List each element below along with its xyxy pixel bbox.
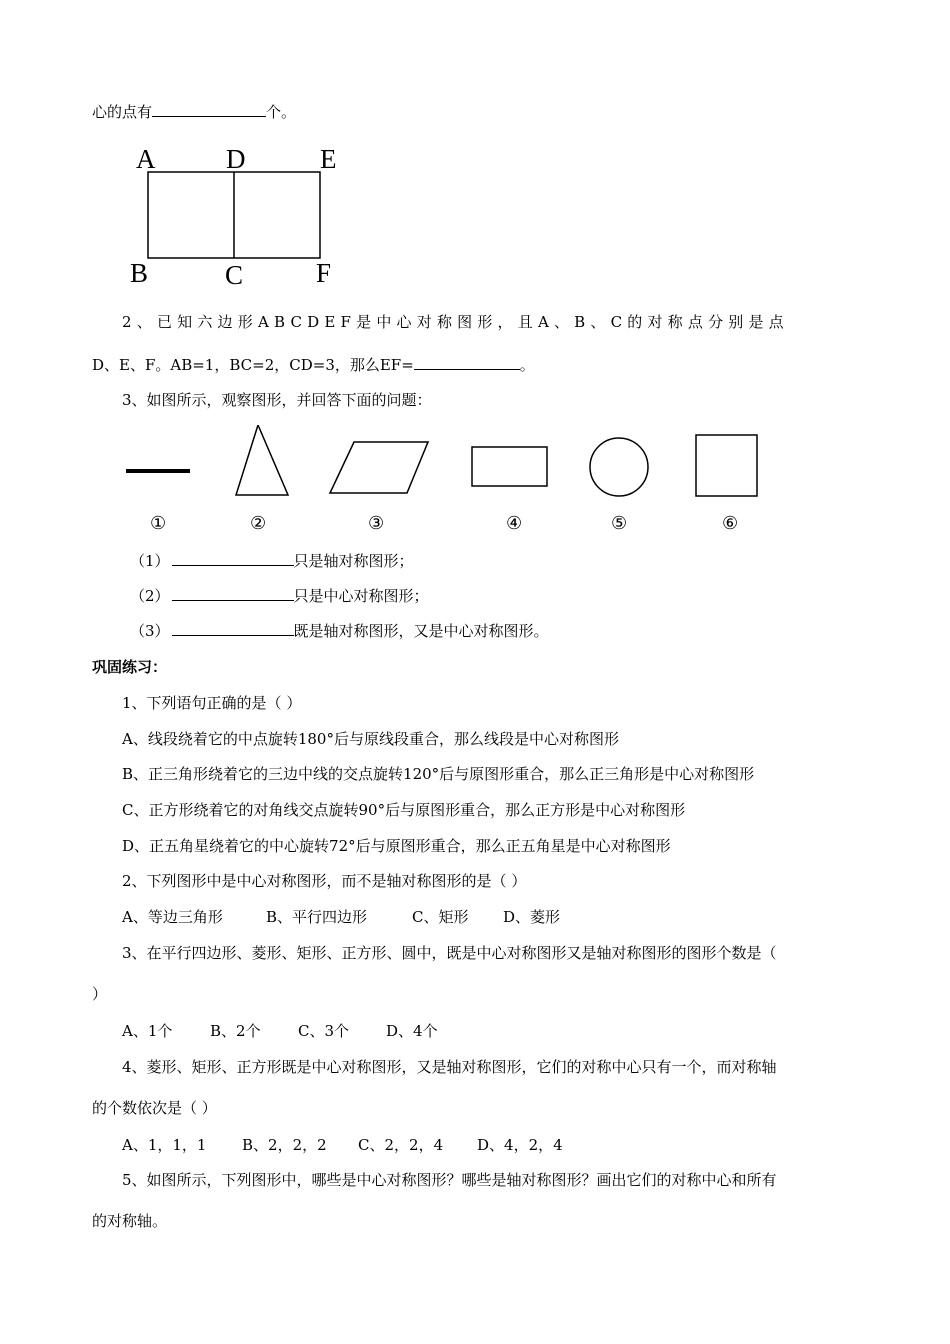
intro-prefix: 心的点有 [92, 103, 153, 121]
q3-sub3 [130, 621, 549, 641]
label-d: D [226, 144, 246, 174]
q2-line2-prefix: D、E、F。AB=1，BC=2，CD=3，那么EF= [92, 356, 414, 374]
p5-stem-cont: 的对称轴。 [92, 1212, 168, 1230]
label-b: B [130, 258, 149, 288]
p1-option-a: A、线段绕着它的中点旋转180°后与原线段重合，那么线段是中心对称图形 [122, 730, 619, 748]
shape-number-4: ④ [506, 513, 523, 534]
p1-option-b: B、正三角形绕着它的三边中线的交点旋转120°后与原图形重合，那么正三角形是中心对称图形 [122, 765, 755, 783]
p2-option-b: B、平行四边形 [266, 908, 368, 926]
q3-sub2 [130, 586, 429, 606]
label-c: C [225, 260, 244, 290]
p4-option-d: D、4，2，4 [477, 1136, 563, 1154]
q2-line2 [92, 355, 535, 375]
shape-number-1: ① [150, 513, 167, 534]
label-a: A [136, 144, 156, 174]
answer-blank [152, 102, 266, 117]
q3-sub1-text: 只是轴对称图形； [293, 552, 414, 570]
shape-number-5: ⑤ [611, 513, 628, 534]
p4-option-a: A、1，1，1 [122, 1136, 207, 1154]
p3-stem-cont: ） [92, 985, 108, 1003]
q3-sub2-blank [172, 586, 294, 601]
p2-option-d: D、菱形 [503, 908, 561, 926]
p3-option-b: B、2个 [210, 1022, 261, 1040]
p4-stem-cont: 的个数依次是（ ） [92, 1099, 217, 1117]
circle-shape [590, 438, 648, 496]
q2-line1: 2、已知六边形ABCDEF是中心对称图形，且A、B、C的对称点分别是点 [122, 313, 789, 331]
p4-option-c: C、2，2，4 [358, 1136, 444, 1154]
intro-suffix: 个。 [266, 103, 297, 121]
q3-stem: 3、如图所示，观察图形，并回答下面的问题： [122, 391, 432, 409]
parallelogram-shape [330, 442, 428, 493]
practice-heading: 巩固练习： [92, 658, 168, 676]
q3-sub3-number: （3） [130, 622, 170, 640]
shape-number-3: ③ [368, 513, 385, 534]
rectangle-shape [472, 447, 547, 486]
q3-sub1-number: （1） [130, 552, 170, 570]
p1-option-d: D、正五角星绕着它的中心旋转72°后与原图形重合，那么正五角星是中心对称图形 [122, 837, 671, 855]
p3-stem: 3、在平行四边形、菱形、矩形、正方形、圆中，既是中心对称图形又是轴对称图形的图形个数是（ [122, 944, 777, 962]
shape-number-6: ⑥ [722, 513, 739, 534]
p2-stem: 2、下列图形中是中心对称图形，而不是轴对称图形的是（ ） [122, 872, 527, 890]
p3-option-a: A、1个 [122, 1022, 173, 1040]
q3-sub2-number: （2） [130, 587, 170, 605]
p5-stem: 5、如图所示，下列图形中，哪些是中心对称图形？哪些是轴对称图形？画出它们的对称中心和所有 [122, 1171, 777, 1189]
shapes-row [110, 425, 790, 515]
q3-sub2-text: 只是中心对称图形； [293, 587, 429, 605]
label-f: F [316, 258, 332, 288]
triangle-shape [236, 425, 288, 495]
label-e: E [320, 144, 337, 174]
q3-sub1-blank [172, 551, 294, 566]
square-shape [696, 435, 757, 496]
q3-sub1 [130, 551, 414, 571]
q3-sub3-blank [172, 621, 294, 636]
p2-option-a: A、等边三角形 [122, 908, 223, 926]
p1-stem: 1、下列语句正确的是（ ） [122, 694, 302, 712]
ef-answer-blank [414, 355, 520, 370]
p4-option-b: B、2，2，2 [242, 1136, 327, 1154]
p2-option-c: C、矩形 [412, 908, 469, 926]
p3-option-c: C、3个 [298, 1022, 350, 1040]
q3-sub3-text: 既是轴对称图形，又是中心对称图形。 [293, 622, 549, 640]
rectangle-figure [128, 140, 348, 290]
intro-line [92, 102, 296, 122]
shape-number-2: ② [250, 513, 267, 534]
p4-stem: 4、菱形、矩形、正方形既是中心对称图形，又是轴对称图形，它们的对称中心只有一个，而对称轴 [122, 1058, 777, 1076]
p1-option-c: C、正方形绕着它的对角线交点旋转90°后与原图形重合，那么正方形是中心对称图形 [122, 801, 686, 819]
q2-line2-suffix: 。 [519, 356, 535, 374]
p3-option-d: D、4个 [386, 1022, 438, 1040]
